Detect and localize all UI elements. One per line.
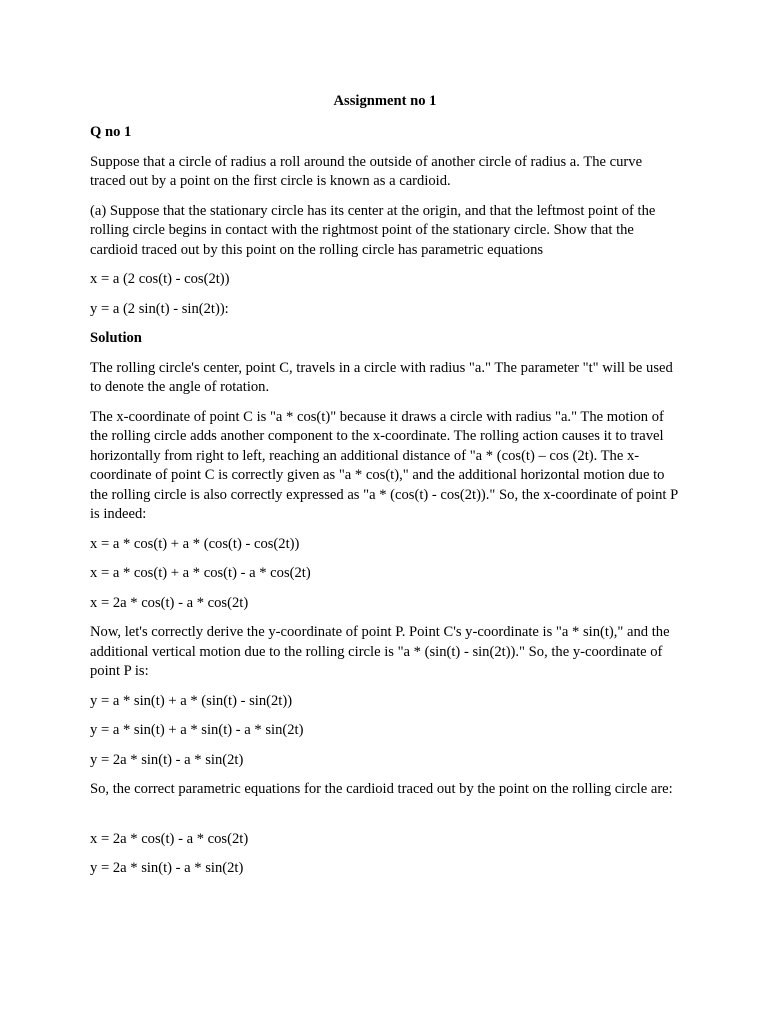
solution-paragraph-1: The rolling circle's center, point C, travels in a circle with radius "a." The parameter "t" will be used to denote the angle of rotation. bbox=[90, 359, 673, 395]
solution-paragraph-2: The x-coordinate of point C is "a * cos(t)" because it draws a circle with radius "a." The motion of the rolling circle adds another component to the x-coordinate. The rolling action causes it to travel horizontally from right to left, reaching an additional distance of "a * (cos(t) – cos (2t). The x-coordinate of point C is correctly given as "a * cos(t)," and the additional horizontal motion due to the rolling circle is also correctly expressed as "a * (cos(t) - cos(2t))." So, the x-coordinate of point P is indeed: bbox=[90, 408, 678, 522]
document-page bbox=[90, 92, 680, 889]
y-derivation-step-1: y = a * sin(t) + a * (sin(t) - sin(2t)) bbox=[90, 692, 293, 709]
given-equation-y: y = a (2 sin(t) - sin(2t)): bbox=[90, 300, 229, 317]
x-derivation-step-1: x = a * cos(t) + a * (cos(t) - cos(2t)) bbox=[90, 535, 300, 552]
part-a-paragraph: (a) Suppose that the stationary circle has its center at the origin, and that the leftmost point of the rolling circle begins in contact with the rightmost point of the stationary circle. Show that the cardioid traced out by this point on the rolling circle has parametric equations bbox=[90, 202, 656, 258]
final-equation-x: x = 2a * cos(t) - a * cos(2t) bbox=[90, 830, 249, 847]
y-derivation-step-3: y = 2a * sin(t) - a * sin(2t) bbox=[90, 751, 244, 768]
solution-heading: Solution bbox=[90, 330, 142, 346]
intro-paragraph: Suppose that a circle of radius a roll around the outside of another circle of radius a. The curve traced out by a point on the first circle is known as a cardioid. bbox=[90, 153, 643, 189]
document-title: Assignment no 1 bbox=[333, 93, 437, 109]
question-heading: Q no 1 bbox=[90, 124, 132, 140]
solution-paragraph-4: So, the correct parametric equations for the cardioid traced out by the point on the rolling circle are: bbox=[90, 781, 673, 797]
given-equation-x: x = a (2 cos(t) - cos(2t)) bbox=[90, 271, 230, 287]
blank-line bbox=[90, 810, 680, 830]
x-derivation-step-2: x = a * cos(t) + a * cos(t) - a * cos(2t) bbox=[90, 565, 311, 581]
x-derivation-step-3: x = 2a * cos(t) - a * cos(2t) bbox=[90, 594, 249, 611]
solution-paragraph-3: Now, let's correctly derive the y-coordinate of point P. Point C's y-coordinate is "a * sin(t)," and the additional vertical motion due to the rolling circle is "a * (sin(t) - sin(2t))." So, the y-coordinate of point P is: bbox=[90, 624, 670, 679]
y-derivation-step-2: y = a * sin(t) + a * sin(t) - a * sin(2t) bbox=[90, 722, 304, 738]
final-equation-y: y = 2a * sin(t) - a * sin(2t) bbox=[90, 860, 244, 876]
